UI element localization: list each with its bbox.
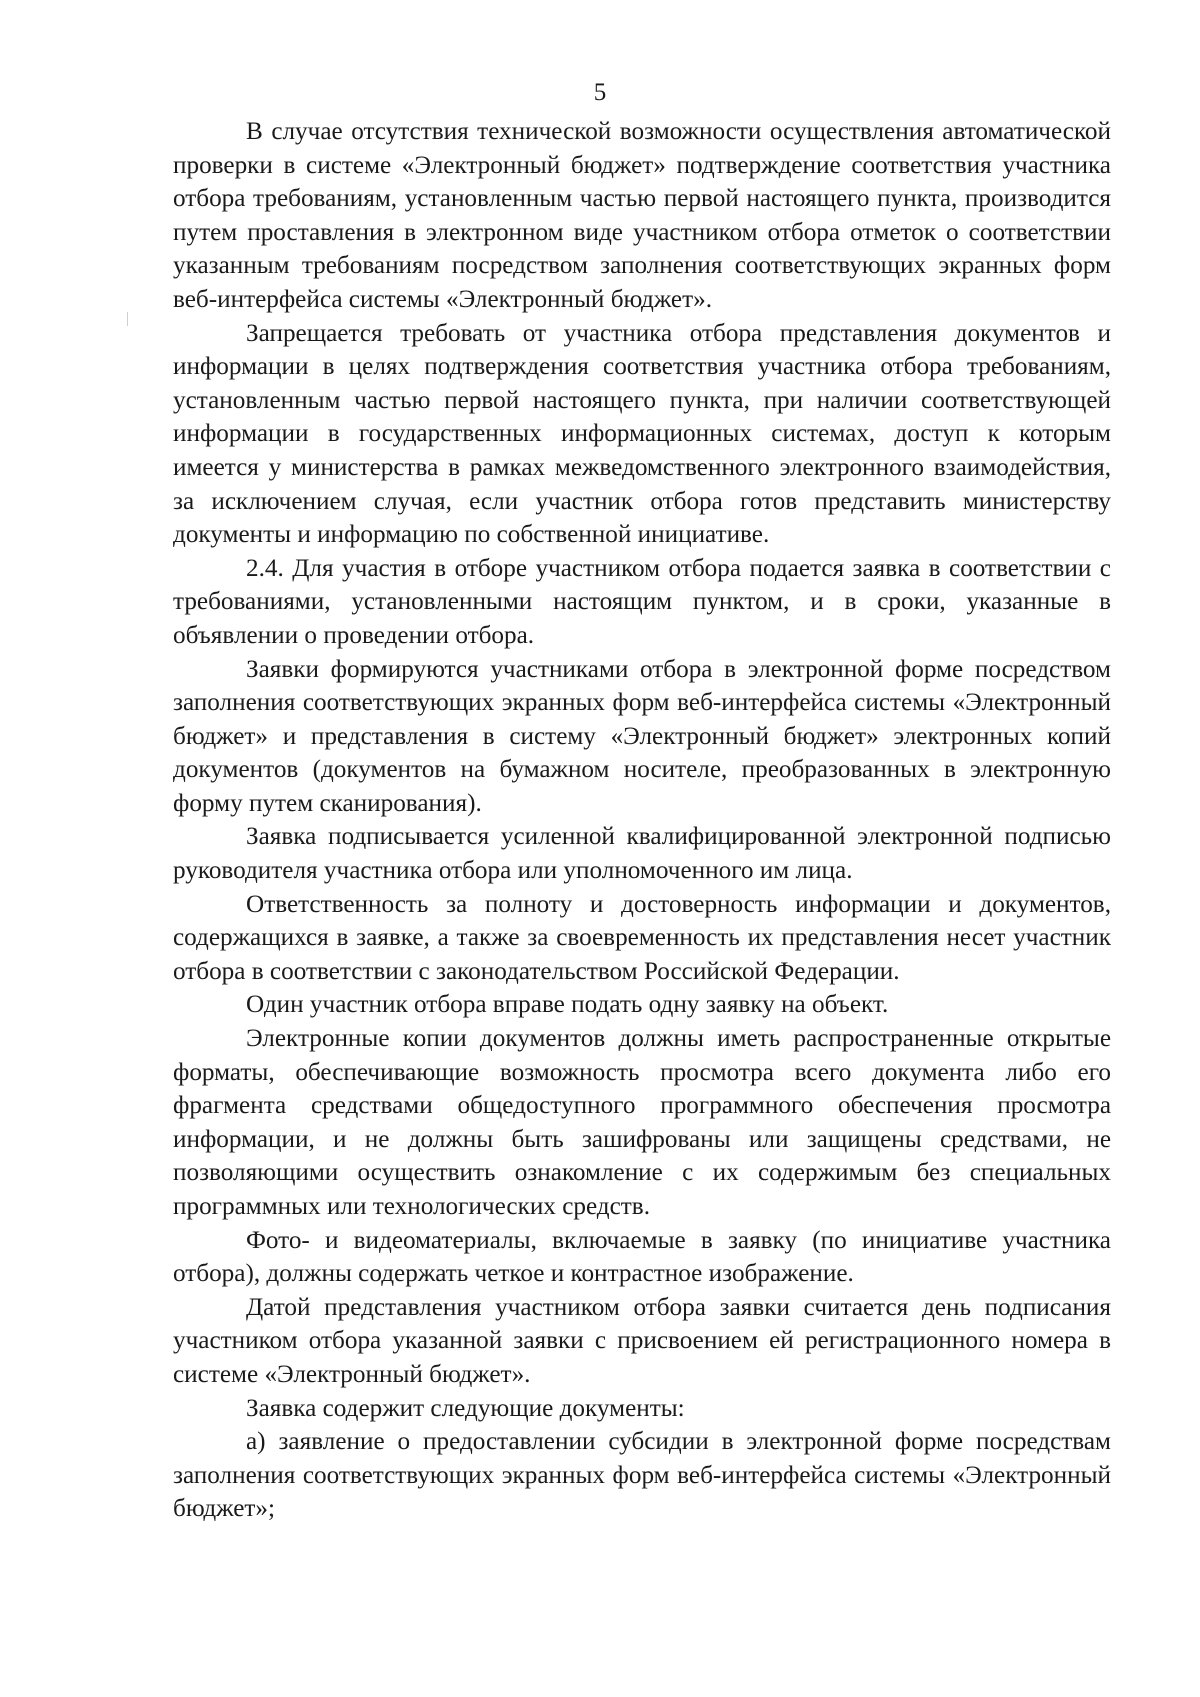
paragraph-1: В случае отсутствия технической возможности осуществления автоматической проверки в системе «Электронный бюджет» подтверждение соответствия участника отбора требованиям, установленным частью первой настоящего пункта, производится путем проставления в электронном виде участником отбора отметок о соответствии указанным требованиям посредством заполнения соответствующих экранных форм веб-интерфейса системы «Электронный бюджет». (173, 118, 1111, 313)
paragraph-10: Датой представления участником отбора заявки считается день подписания участником отбора указанной заявки с присвоением ей регистрационного номера в системе «Электронный бюджет». (173, 1293, 1111, 1388)
paragraph-2: Запрещается требовать от участника отбора представления документов и информации в целях подтверждения соответствия участника отбора требованиям, установленным частью первой настоящего пункта, при наличии соответствующей информации в государственных информационных системах, доступ к которым имеется у министерства в рамках межведомственного электронного взаимодействия, за исключением случая, если участник отбора готов представить министерству документы и информацию по собственной инициативе. (173, 319, 1111, 549)
paragraph-11: Заявка содержит следующие документы: (246, 1394, 685, 1422)
paragraph-3: 2.4. Для участия в отборе участником отбора подается заявка в соответствии с требованиями, установленными настоящим пунктом, и в сроки, указанные в объявлении о проведении отбора. (173, 554, 1111, 649)
paragraph-4: Заявки формируются участниками отбора в электронной форме посредством заполнения соответствующих экранных форм веб-интерфейса системы «Электронный бюджет» и представления в систему «Электронный бюджет» электронных копий документов (документов на бумажном носителе, преобразованных в электронную форму путем сканирования). (173, 655, 1111, 817)
paragraph-5: Заявка подписывается усиленной квалифицированной электронной подписью руководителя участника отбора или уполномоченного им лица. (173, 823, 1111, 885)
paragraph-12: а) заявление о предоставлении субсидии в электронной форме посредствам заполнения соответствующих экранных форм веб-интерфейса системы «Электронный бюджет»; (173, 1428, 1111, 1523)
paragraph-8: Электронные копии документов должны иметь распространенные открытые форматы, обеспечивающие возможность просмотра всего документа либо его фрагмента средствами общедоступного программного обеспечения просмотра информации, и не должны быть зашифрованы или защищены средствами, не позволяющими осуществить ознакомление с их содержимым без специальных программных или технологических средств. (173, 1025, 1111, 1220)
paragraph-9: Фото- и видеоматериалы, включаемые в заявку (по инициативе участника отбора), должны содержать четкое и контрастное изображение. (173, 1226, 1111, 1288)
margin-mark (127, 312, 128, 326)
page-number: 5 (593, 79, 607, 106)
document-body (173, 115, 1111, 1526)
paragraph-7: Один участник отбора вправе подать одну заявку на объект. (246, 991, 889, 1019)
paragraph-6: Ответственность за полноту и достоверность информации и документов, содержащихся в заявке, а также за своевременность их представления несет участник отбора в соответствии с законодательством Российской Федерации. (173, 890, 1111, 985)
